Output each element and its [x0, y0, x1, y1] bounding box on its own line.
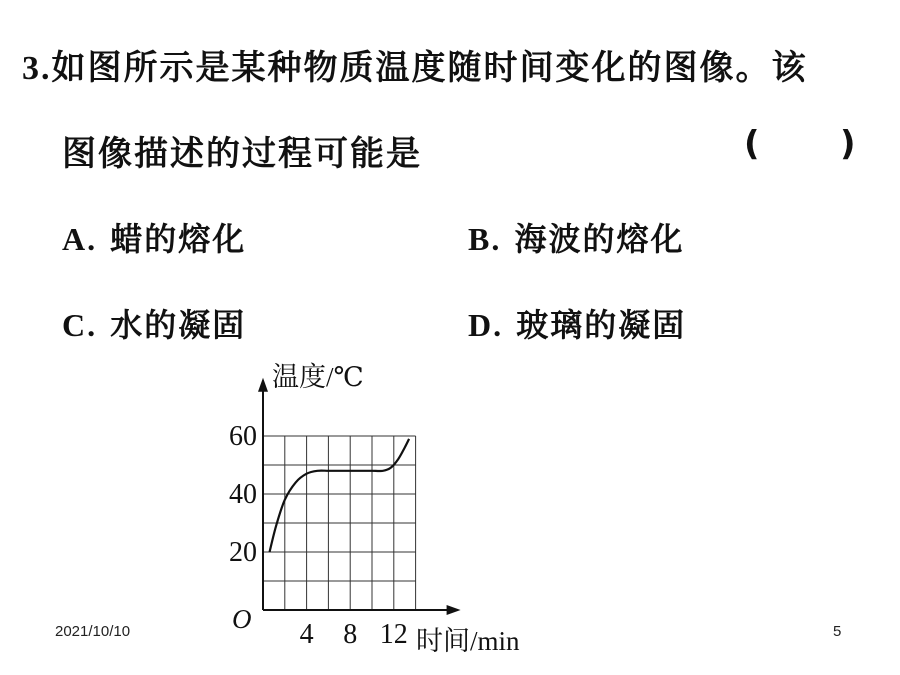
question-text-2: 图像描述的过程可能是 [62, 134, 422, 174]
footer-page-number: 5 [833, 623, 842, 640]
option-a-letter: A. [62, 221, 98, 257]
x-axis-label: 时间/min [416, 626, 520, 656]
question-text-1: 如图所示是某种物质温度随时间变化的图像。该 [51, 48, 808, 88]
y-axis-label: 温度/℃ [272, 362, 364, 392]
option-a-text: 蜡的熔化 [110, 220, 247, 258]
y-axis-arrow [258, 378, 268, 392]
x-tick-label: 12 [379, 619, 408, 650]
chart-grid [263, 436, 416, 610]
temperature-curve [270, 439, 410, 552]
origin-label: O [232, 604, 252, 634]
answer-paren-close: ) [840, 124, 856, 164]
x-tick-label: 8 [343, 619, 358, 650]
y-tick-label: 40 [229, 479, 257, 510]
question-number: 3. [22, 50, 52, 87]
x-axis-arrow [447, 605, 461, 615]
y-tick-label: 20 [229, 537, 257, 568]
option-b-text: 海波的熔化 [514, 220, 685, 258]
chart-series [270, 439, 410, 552]
answer-paren-open: ( [744, 124, 760, 164]
option-d-text: 玻璃的凝固 [516, 306, 687, 344]
x-tick-label: 4 [299, 619, 314, 650]
footer-date: 2021/10/10 [55, 623, 131, 640]
option-d-letter: D. [468, 307, 504, 343]
chart-ticks [229, 421, 408, 650]
option-c-text: 水的凝固 [110, 306, 247, 344]
option-c-letter: C. [62, 307, 98, 343]
chart-axes [258, 378, 461, 615]
y-tick-label: 60 [229, 421, 257, 452]
option-b-letter: B. [468, 221, 502, 257]
